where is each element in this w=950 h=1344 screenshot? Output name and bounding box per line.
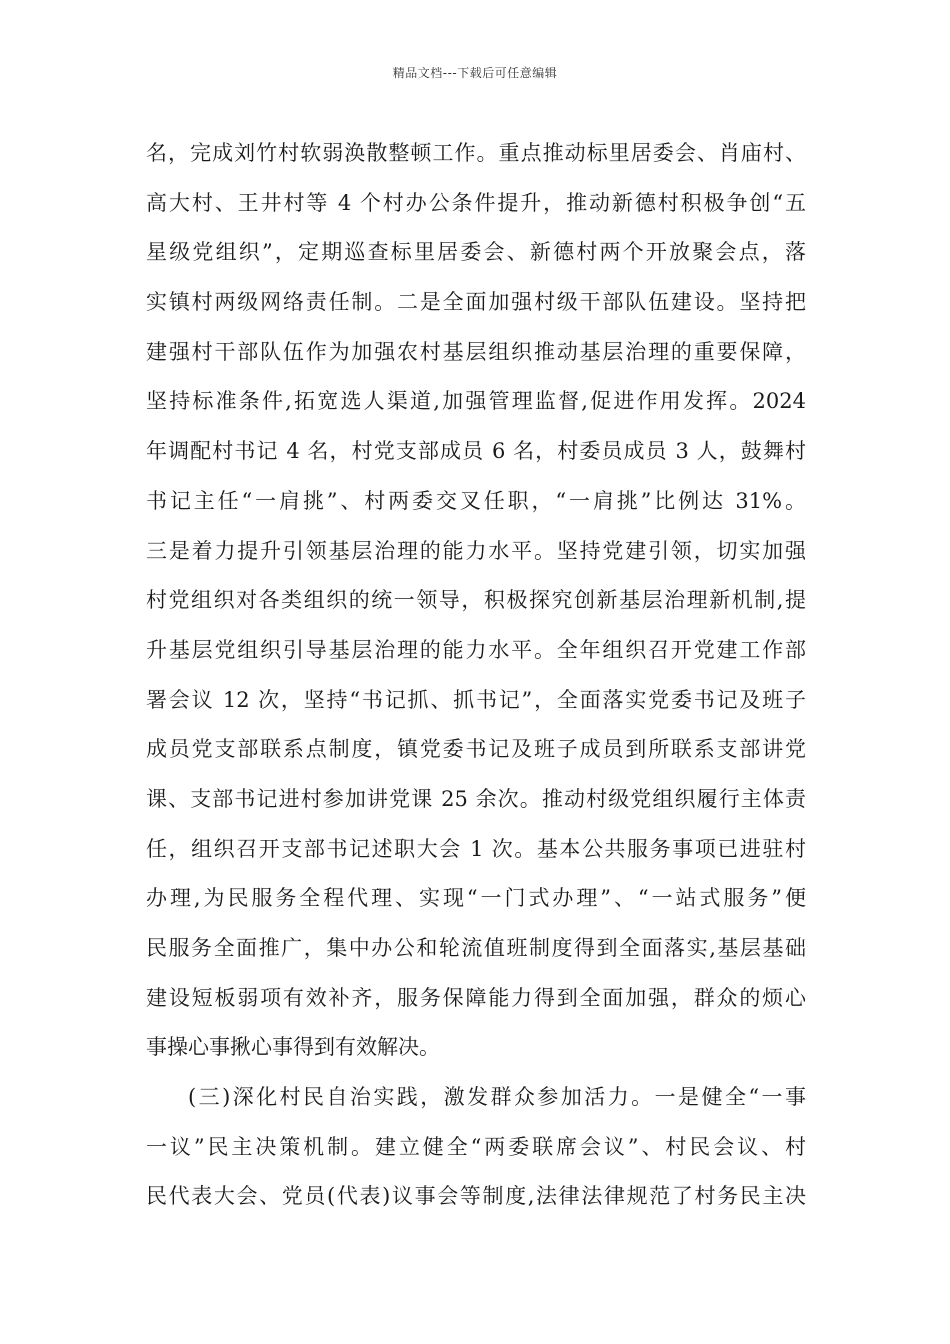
text-line: 星级党组织”，定期巡查标里居委会、新德村两个开放聚会点，落: [146, 240, 806, 265]
text-line: 三是着力提升引领基层治理的能力水平。坚持党建引领，切实加强: [146, 538, 806, 563]
text-line: 升基层党组织引导基层治理的能力水平。全年组织召开党建工作部: [146, 637, 806, 662]
text-line: 任，组织召开支部书记述职大会 1 次。基本公共服务事项已进驻村: [146, 836, 806, 861]
text-line: 建强村干部队伍作为加强农村基层组织推动基层治理的重要保障，: [146, 339, 806, 364]
text-line: 坚持标准条件,拓宽选人渠道,加强管理监督,促进作用发挥。2024: [146, 389, 806, 414]
text-line: 署会议 12 次，坚持“书记抓、抓书记”，全面落实党委书记及班子: [146, 687, 806, 712]
text-line: 高大村、王井村等 4 个村办公条件提升，推动新德村积极争创“五: [146, 190, 806, 215]
text-line: 名，完成刘竹村软弱涣散整顿工作。重点推动标里居委会、肖庙村、: [146, 141, 806, 165]
text-line: 书记主任“一肩挑”、村两委交叉任职，“一肩挑”比例达 31%。: [146, 488, 806, 513]
text-line: 课、支部书记进村参加讲党课 25 余次。推动村级党组织履行主体责: [146, 786, 806, 811]
page-header: 精品文档---下载后可任意编辑: [392, 66, 558, 80]
text-line: 民代表大会、党员(代表)议事会等制度,法律法律规范了村务民主决: [146, 1184, 806, 1209]
text-line: 成员党支部联系点制度，镇党委书记及班子成员到所联系支部讲党: [146, 737, 806, 762]
body-text: [146, 129, 806, 1222]
text-line: 办理,为民服务全程代理、实现“一门式办理”、“一站式服务”便: [146, 886, 806, 911]
text-line: 民服务全面推广，集中办公和轮流值班制度得到全面落实,基层基础: [146, 936, 806, 960]
text-line: 一议”民主决策机制。建立健全“两委联席会议”、村民会议、村: [146, 1134, 806, 1159]
text-line: 建设短板弱项有效补齐，服务保障能力得到全面加强，群众的烦心: [146, 985, 806, 1010]
text-line: 事操心事揪心事得到有效解决。: [146, 1035, 440, 1060]
text-line: 年调配村书记 4 名，村党支部成员 6 名，村委员成员 3 人，鼓舞村: [146, 439, 806, 464]
text-line: 实镇村两级网络责任制。二是全面加强村级干部队伍建设。坚持把: [146, 290, 806, 315]
text-line: 村党组织对各类组织的统一领导，积极探究创新基层治理新机制,提: [146, 588, 806, 613]
text-line: (三)深化村民自治实践，激发群众参加活力。一是健全“一事: [188, 1085, 806, 1110]
